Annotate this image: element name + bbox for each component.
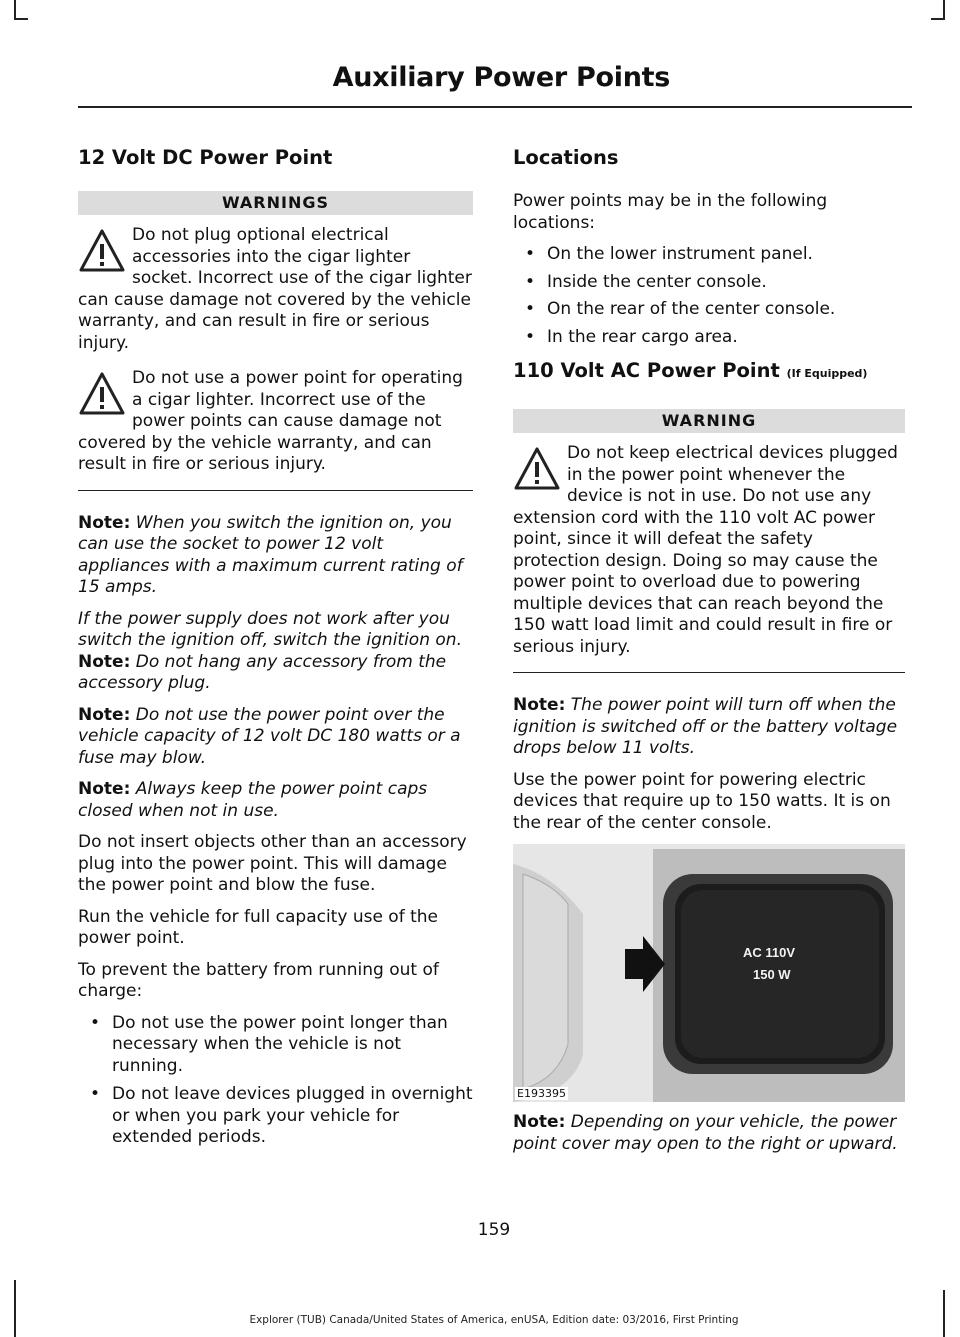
- note: [513, 1112, 905, 1155]
- list-item: • Do not use the power point longer than necessary when the vehicle is not running.: [78, 1013, 473, 1078]
- list-item: • On the rear of the center console.: [513, 299, 905, 321]
- note-text: When you switch the ignition on, you can use the socket to power 12 volt appliances with a maximum current rating of 15 amps.: [78, 512, 463, 597]
- paragraph: Do not insert objects other than an accessory plug into the power point. This will damage the power point and blow the fuse.: [78, 832, 467, 895]
- paragraph: Run the vehicle for full capacity use of the power point.: [78, 906, 438, 948]
- warning-text: Do not use a power point for operating a cigar lighter. Incorrect use of the power points can cause damage not covered by the vehicle warranty, and can result in fire or serious injury.: [78, 368, 463, 474]
- warning-item: [78, 225, 473, 354]
- note-text: Do not use the power point over the vehicle capacity of 12 volt DC 180 watts or a fuse may blow.: [78, 704, 461, 768]
- warning-item: [513, 443, 905, 658]
- note-label: Note:: [78, 512, 131, 533]
- footer-text: Explorer (TUB) Canada/United States of America, enUSA, Edition date: 03/2016, First Printing: [249, 1314, 739, 1326]
- note-label: Note:: [513, 695, 566, 715]
- section-heading-12v: 12 Volt DC Power Point: [78, 146, 333, 169]
- page-title: Auxiliary Power Points: [332, 62, 670, 93]
- warning-text: Do not keep electrical devices plugged in the power point whenever the device is not in use. Do not use any extension cord with the 110 volt AC power point, since it will defeat the safety protection design. Doing so may cause the power point to overload due to powering multiple devices that can reach beyond the 150 watt load limit and could result in fire or serious injury.: [513, 443, 898, 657]
- paragraph: Power points may be in the following locations:: [513, 191, 828, 233]
- note-label: Note:: [513, 1112, 566, 1132]
- note-label: Note:: [78, 704, 131, 725]
- heading-qualifier: (If Equipped): [786, 367, 868, 380]
- crop-mark: [14, 18, 28, 20]
- right-column: [513, 145, 905, 1165]
- list-item: • Inside the center console.: [513, 272, 905, 294]
- bullet-list: [78, 1013, 473, 1149]
- paragraph: Use the power point for powering electric devices that require up to 150 watts. It is on the rear of the center console.: [513, 769, 891, 833]
- left-column: [78, 145, 473, 1159]
- figure-label-watts: 150 W: [753, 967, 791, 982]
- power-point-figure: [513, 844, 905, 1102]
- figure-code: E193395: [517, 1087, 566, 1100]
- note-text: Do not hang any accessory from the accessory plug.: [78, 651, 447, 693]
- warning-item: [78, 368, 473, 476]
- heading-text: 110 Volt AC Power Point: [513, 359, 780, 382]
- section-heading-110v: [513, 358, 905, 387]
- warning-divider: [78, 490, 473, 491]
- crop-mark: [14, 0, 16, 20]
- italic-paragraph: If the power supply does not work after you switch the ignition off, switch the ignition on.: [78, 608, 462, 650]
- note: [78, 705, 473, 770]
- section-heading-locations: Locations: [513, 146, 619, 169]
- warning-divider: [513, 672, 905, 673]
- bullet-list: [513, 244, 905, 348]
- warnings-header: WARNINGS: [78, 191, 473, 215]
- list-item: • On the lower instrument panel.: [513, 244, 905, 266]
- note: [78, 513, 473, 599]
- crop-mark: [14, 1280, 16, 1337]
- note-label: Note:: [78, 651, 131, 672]
- warning-triangle-icon: [78, 227, 126, 275]
- page-number: 159: [477, 1220, 511, 1240]
- warning-header: WARNING: [513, 409, 905, 433]
- note: [513, 695, 905, 760]
- note-text: Always keep the power point caps closed when not in use.: [78, 779, 428, 821]
- note: [78, 779, 473, 822]
- note-label: Note:: [78, 779, 131, 799]
- note-text: Depending on your vehicle, the power point cover may open to the right or upward.: [513, 1112, 898, 1154]
- paragraph: To prevent the battery from running out of charge:: [78, 959, 439, 1001]
- crop-mark: [931, 18, 945, 20]
- warning-text: Do not plug optional electrical accessories into the cigar lighter socket. Incorrect use of the cigar lighter can cause damage not covered by the vehicle warranty, and can result in fire or serious injury.: [78, 225, 472, 353]
- note: [78, 652, 473, 695]
- figure-label-ac: AC 110V: [743, 945, 796, 960]
- note-text: The power point will turn off when the ignition is switched off or the battery voltage drops below 11 volts.: [513, 695, 898, 758]
- warning-triangle-icon: [78, 370, 126, 418]
- warning-triangle-icon: [513, 445, 561, 493]
- console-illustration: [513, 844, 905, 1102]
- crop-mark: [943, 0, 945, 20]
- list-item: • In the rear cargo area.: [513, 327, 905, 349]
- list-item: • Do not leave devices plugged in overnight or when you park your vehicle for extended periods.: [78, 1084, 473, 1149]
- header-divider: [78, 106, 912, 108]
